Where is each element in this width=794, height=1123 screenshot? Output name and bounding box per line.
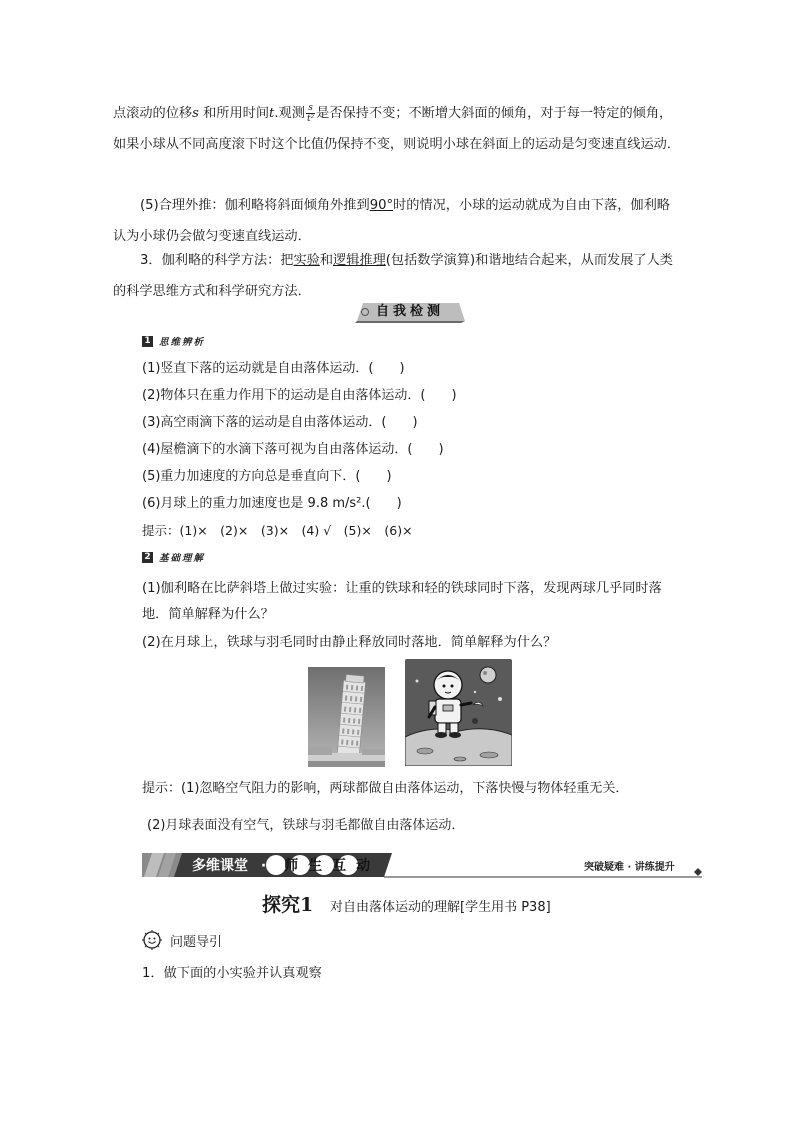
part1-number-badge: 1 — [142, 336, 153, 347]
leaning-tower-photo — [308, 667, 385, 767]
section-title-part: 多维课堂 — [192, 858, 248, 874]
section-title-char: 师 — [284, 858, 299, 874]
question-2: (2)物体只在重力作用下的运动是自由落体运动．( ) — [142, 388, 457, 403]
fraction-numerator: s — [306, 103, 315, 114]
paragraph-reasonable-extrapolation — [113, 190, 683, 252]
question-4: (4)屋檐滴下的水滴下落可视为自由落体运动．( ) — [142, 442, 444, 457]
self-check-banner — [355, 301, 465, 323]
underlined-answer: 实验 — [293, 253, 320, 268]
question-3: (3)高空雨滴下落的运动是自由落体运动．( ) — [142, 415, 418, 430]
explore-number: 探究1 — [262, 894, 314, 916]
part2-label: 基础理解 — [159, 553, 206, 564]
text-run: 3．伽利略的科学方法：把 — [140, 253, 294, 268]
text-run: (5)合理外推：伽利略将斜面倾角外推到 — [140, 198, 370, 213]
part2-hint-2: (2)月球表面没有空气，铁球与羽毛都做自由落体运动． — [147, 818, 465, 833]
section-title-char: 互 — [332, 858, 347, 874]
astronaut-image — [405, 659, 512, 766]
leaning-tower-image — [308, 667, 385, 767]
text-run: 时的情况，小球的运动就成为自由下落，伽利略认为小球仍会做匀变速直线运动． — [113, 198, 670, 244]
section-subtitle: 突破疑难 · 讲练提升 — [584, 862, 675, 873]
part2-hint-1: 提示：(1)忽略空气阻力的影响，两球都做自由落体运动，下落快慢与物体轻重无关． — [142, 781, 629, 796]
underlined-answer: 90° — [369, 198, 394, 213]
text-run: (包括数学演算)和谐地结合起来，从而发展了人类的科学思维方式和科学研究方法． — [113, 253, 673, 299]
explore-title: 对自由落体运动的理解[学生用书 P38] — [330, 900, 551, 915]
section-title — [192, 855, 375, 875]
part2-question-1: (1)伽利略在比萨斜塔上做过实验：让重的铁球和轻的铁球同时下落，发现两球几乎同时落地．简单解释为什么？ — [142, 581, 662, 622]
step-1: 1．做下面的小实验并认真观察 — [142, 966, 322, 981]
section-title-char: 动 — [356, 858, 371, 874]
part1-hint: 提示：(1)× (2)× (3)× (4) √ (5)× (6)× — [142, 523, 413, 538]
part1-label: 思维辨析 — [159, 337, 206, 348]
text-run: 和所用时间 — [198, 106, 270, 121]
text-run: 是否保持不变；不断增大斜面的倾角，对于每一特定的倾角，如果小球从不同高度滚下时这个比值仍保持不变，则说明小球在斜面上的运动是匀变速直线运动． — [113, 106, 681, 152]
part2-number-badge: 2 — [142, 552, 153, 563]
fraction-denominator: t² — [306, 113, 315, 124]
question-5: (5)重力加速度的方向总是垂直向下．( ) — [142, 469, 392, 484]
section-title-char: 生 — [308, 858, 323, 874]
part2-heading — [142, 550, 205, 564]
self-check-title: 自我检测 — [375, 304, 444, 319]
text-run: 和 — [319, 253, 334, 268]
smiley-icon — [142, 930, 162, 950]
underlined-answer: 逻辑推理 — [333, 253, 386, 268]
guide-label: 问题导引 — [170, 934, 223, 950]
variable-s: s — [192, 106, 199, 121]
text-run: 点滚动的位移 — [113, 106, 193, 121]
section-title-dot: · — [260, 858, 267, 874]
text-run: .观测 — [274, 106, 305, 121]
part2-question-2: (2)在月球上，铁球与羽毛同时由静止释放同时落地．简单解释为什么？ — [142, 635, 557, 650]
variable-t: t — [269, 106, 275, 121]
paragraph-scientific-method — [113, 245, 683, 307]
question-6: (6)月球上的重力加速度也是 9.8 m/s².( ) — [142, 496, 402, 511]
question-1: (1)竖直下落的运动就是自由落体运动．( ) — [142, 361, 405, 376]
astronaut-on-moon-cartoon — [405, 659, 512, 766]
fraction-s-over-t2 — [306, 103, 315, 124]
question-guide — [142, 930, 222, 950]
part1-heading — [142, 334, 205, 348]
paragraph-ratio-test — [113, 98, 683, 160]
